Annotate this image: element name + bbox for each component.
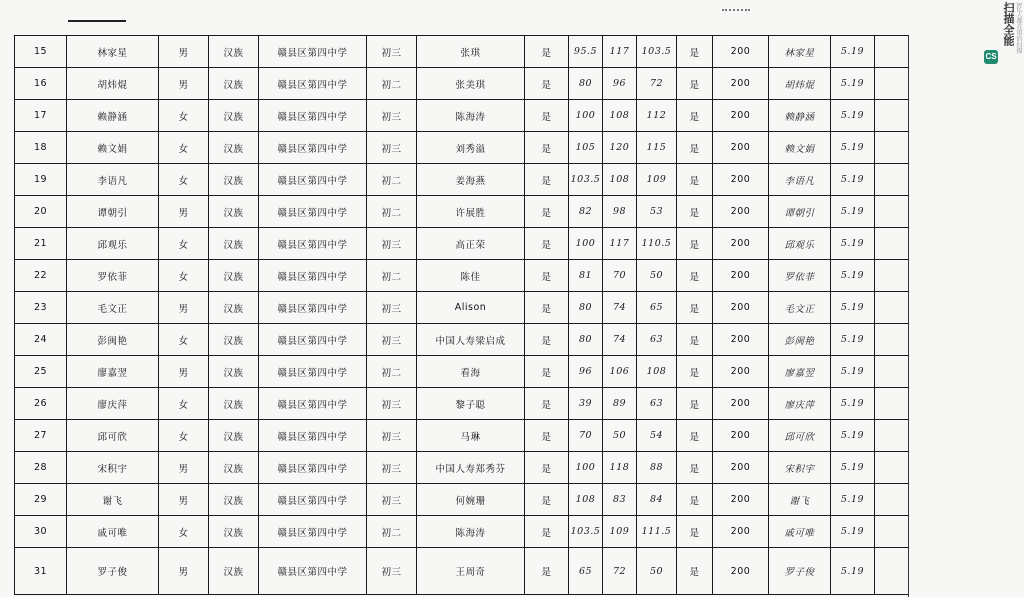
confirm-flag: 是 bbox=[525, 452, 569, 484]
ethnicity: 汉族 bbox=[209, 484, 259, 516]
row-number: 17 bbox=[15, 100, 67, 132]
confirm-flag: 是 bbox=[525, 68, 569, 100]
blank-cell bbox=[875, 100, 910, 132]
student-name: 罗依菲 bbox=[67, 260, 159, 292]
gender: 男 bbox=[159, 452, 209, 484]
school-name: 赣县区第四中学 bbox=[259, 132, 367, 164]
grade: 初二 bbox=[367, 68, 417, 100]
table-row bbox=[15, 420, 910, 452]
student-name: 廖嘉翌 bbox=[67, 356, 159, 388]
score-1: 70 bbox=[569, 420, 603, 452]
scan-dots bbox=[722, 9, 750, 13]
amount: 200 bbox=[713, 484, 769, 516]
score-1: 80 bbox=[569, 68, 603, 100]
school-name: 赣县区第四中学 bbox=[259, 228, 367, 260]
score-3: 112 bbox=[637, 100, 677, 132]
grade: 初三 bbox=[367, 484, 417, 516]
teacher-name: Alison bbox=[417, 292, 525, 324]
grade: 初三 bbox=[367, 228, 417, 260]
ethnicity: 汉族 bbox=[209, 68, 259, 100]
teacher-name: 许展胜 bbox=[417, 196, 525, 228]
confirm-flag-2: 是 bbox=[677, 420, 713, 452]
score-2: 109 bbox=[603, 516, 637, 548]
grade: 初三 bbox=[367, 100, 417, 132]
score-3: 115 bbox=[637, 132, 677, 164]
signature: 谭朝引 bbox=[769, 196, 831, 228]
blank-cell bbox=[875, 324, 910, 356]
grade: 初三 bbox=[367, 388, 417, 420]
signature: 邱观乐 bbox=[769, 228, 831, 260]
ethnicity: 汉族 bbox=[209, 292, 259, 324]
confirm-flag: 是 bbox=[525, 516, 569, 548]
score-1: 80 bbox=[569, 324, 603, 356]
score-2: 108 bbox=[603, 100, 637, 132]
ethnicity: 汉族 bbox=[209, 516, 259, 548]
gender: 男 bbox=[159, 484, 209, 516]
sign-date: 5.19 bbox=[831, 196, 875, 228]
gender: 女 bbox=[159, 260, 209, 292]
blank-cell bbox=[875, 356, 910, 388]
school-name: 赣县区第四中学 bbox=[259, 516, 367, 548]
table-row bbox=[15, 548, 910, 595]
gender: 男 bbox=[159, 356, 209, 388]
ethnicity: 汉族 bbox=[209, 196, 259, 228]
ethnicity: 汉族 bbox=[209, 356, 259, 388]
amount: 200 bbox=[713, 100, 769, 132]
teacher-name: 刘秀溢 bbox=[417, 132, 525, 164]
teacher-name: 何婉珊 bbox=[417, 484, 525, 516]
grade: 初三 bbox=[367, 292, 417, 324]
ethnicity: 汉族 bbox=[209, 324, 259, 356]
table-row bbox=[15, 516, 910, 548]
confirm-flag-2: 是 bbox=[677, 516, 713, 548]
score-1: 108 bbox=[569, 484, 603, 516]
cs-logo-icon: CS bbox=[984, 50, 998, 64]
amount: 200 bbox=[713, 132, 769, 164]
score-2: 117 bbox=[603, 228, 637, 260]
confirm-flag-2: 是 bbox=[677, 548, 713, 595]
table-row bbox=[15, 132, 910, 164]
sign-date: 5.19 bbox=[831, 292, 875, 324]
ethnicity: 汉族 bbox=[209, 420, 259, 452]
signature: 彭闽艳 bbox=[769, 324, 831, 356]
ethnicity: 汉族 bbox=[209, 132, 259, 164]
score-2: 106 bbox=[603, 356, 637, 388]
row-number: 16 bbox=[15, 68, 67, 100]
teacher-name: 高正荣 bbox=[417, 228, 525, 260]
score-2: 50 bbox=[603, 420, 637, 452]
score-3: 103.5 bbox=[637, 36, 677, 68]
row-number: 22 bbox=[15, 260, 67, 292]
student-name: 邱可欣 bbox=[67, 420, 159, 452]
school-name: 赣县区第四中学 bbox=[259, 292, 367, 324]
row-number: 23 bbox=[15, 292, 67, 324]
score-3: 108 bbox=[637, 356, 677, 388]
score-1: 100 bbox=[569, 228, 603, 260]
signature: 赖文娟 bbox=[769, 132, 831, 164]
confirm-flag-2: 是 bbox=[677, 196, 713, 228]
signature: 廖嘉翌 bbox=[769, 356, 831, 388]
confirm-flag: 是 bbox=[525, 324, 569, 356]
ethnicity: 汉族 bbox=[209, 36, 259, 68]
confirm-flag: 是 bbox=[525, 548, 569, 595]
signature: 廖庆萍 bbox=[769, 388, 831, 420]
school-name: 赣县区第四中学 bbox=[259, 164, 367, 196]
signature: 罗子俊 bbox=[769, 548, 831, 595]
teacher-name: 张美琪 bbox=[417, 68, 525, 100]
row-number: 24 bbox=[15, 324, 67, 356]
grade: 初三 bbox=[367, 452, 417, 484]
ethnicity: 汉族 bbox=[209, 164, 259, 196]
confirm-flag-2: 是 bbox=[677, 356, 713, 388]
school-name: 赣县区第四中学 bbox=[259, 324, 367, 356]
confirm-flag-2: 是 bbox=[677, 132, 713, 164]
amount: 200 bbox=[713, 356, 769, 388]
amount: 200 bbox=[713, 324, 769, 356]
confirm-flag-2: 是 bbox=[677, 260, 713, 292]
school-name: 赣县区第四中学 bbox=[259, 36, 367, 68]
sign-date: 5.19 bbox=[831, 164, 875, 196]
teacher-name: 陈佳 bbox=[417, 260, 525, 292]
sign-date: 5.19 bbox=[831, 100, 875, 132]
score-1: 103.5 bbox=[569, 164, 603, 196]
confirm-flag: 是 bbox=[525, 36, 569, 68]
score-1: 96 bbox=[569, 356, 603, 388]
row-number: 27 bbox=[15, 420, 67, 452]
row-number: 31 bbox=[15, 548, 67, 595]
score-2: 98 bbox=[603, 196, 637, 228]
top-rule bbox=[68, 20, 126, 22]
table-row bbox=[15, 68, 910, 100]
student-name: 罗子俊 bbox=[67, 548, 159, 595]
blank-cell bbox=[875, 164, 910, 196]
gender: 女 bbox=[159, 100, 209, 132]
row-number: 30 bbox=[15, 516, 67, 548]
score-1: 103.5 bbox=[569, 516, 603, 548]
row-number: 25 bbox=[15, 356, 67, 388]
score-2: 89 bbox=[603, 388, 637, 420]
school-name: 赣县区第四中学 bbox=[259, 68, 367, 100]
row-number: 28 bbox=[15, 452, 67, 484]
score-1: 65 bbox=[569, 548, 603, 595]
ethnicity: 汉族 bbox=[209, 388, 259, 420]
school-name: 赣县区第四中学 bbox=[259, 260, 367, 292]
sign-date: 5.19 bbox=[831, 484, 875, 516]
student-name: 谭朝引 bbox=[67, 196, 159, 228]
amount: 200 bbox=[713, 36, 769, 68]
student-name: 彭闽艳 bbox=[67, 324, 159, 356]
signature: 胡炜焜 bbox=[769, 68, 831, 100]
gender: 女 bbox=[159, 324, 209, 356]
score-3: 72 bbox=[637, 68, 677, 100]
school-name: 赣县区第四中学 bbox=[259, 196, 367, 228]
ethnicity: 汉族 bbox=[209, 260, 259, 292]
score-1: 100 bbox=[569, 452, 603, 484]
grade: 初三 bbox=[367, 420, 417, 452]
sign-date: 5.19 bbox=[831, 260, 875, 292]
score-3: 111.5 bbox=[637, 516, 677, 548]
brand-text: 扫描全能 bbox=[1002, 2, 1015, 46]
confirm-flag-2: 是 bbox=[677, 36, 713, 68]
student-name: 戚可唯 bbox=[67, 516, 159, 548]
score-2: 83 bbox=[603, 484, 637, 516]
teacher-name: 陈海涛 bbox=[417, 516, 525, 548]
grade: 初三 bbox=[367, 548, 417, 595]
grade: 初三 bbox=[367, 324, 417, 356]
sign-date: 5.19 bbox=[831, 420, 875, 452]
blank-cell bbox=[875, 36, 910, 68]
ethnicity: 汉族 bbox=[209, 452, 259, 484]
blank-cell bbox=[875, 388, 910, 420]
blank-cell bbox=[875, 548, 910, 595]
score-3: 84 bbox=[637, 484, 677, 516]
scanner-watermark bbox=[980, 0, 1024, 70]
school-name: 赣县区第四中学 bbox=[259, 420, 367, 452]
sign-date: 5.19 bbox=[831, 132, 875, 164]
grade: 初三 bbox=[367, 132, 417, 164]
score-2: 72 bbox=[603, 548, 637, 595]
gender: 男 bbox=[159, 292, 209, 324]
table-row bbox=[15, 260, 910, 292]
roster-sheet bbox=[14, 35, 909, 597]
blank-cell bbox=[875, 420, 910, 452]
table-row bbox=[15, 100, 910, 132]
gender: 女 bbox=[159, 164, 209, 196]
score-3: 50 bbox=[637, 260, 677, 292]
signature: 毛文正 bbox=[769, 292, 831, 324]
ethnicity: 汉族 bbox=[209, 228, 259, 260]
score-3: 53 bbox=[637, 196, 677, 228]
teacher-name: 王周奇 bbox=[417, 548, 525, 595]
grade: 初二 bbox=[367, 196, 417, 228]
confirm-flag: 是 bbox=[525, 420, 569, 452]
student-name: 林家星 bbox=[67, 36, 159, 68]
student-name: 胡炜焜 bbox=[67, 68, 159, 100]
score-1: 95.5 bbox=[569, 36, 603, 68]
sign-date: 5.19 bbox=[831, 548, 875, 595]
amount: 200 bbox=[713, 292, 769, 324]
confirm-flag-2: 是 bbox=[677, 68, 713, 100]
table-row bbox=[15, 196, 910, 228]
confirm-flag: 是 bbox=[525, 196, 569, 228]
table-row bbox=[15, 356, 910, 388]
confirm-flag: 是 bbox=[525, 388, 569, 420]
confirm-flag-2: 是 bbox=[677, 228, 713, 260]
amount: 200 bbox=[713, 548, 769, 595]
sign-date: 5.19 bbox=[831, 228, 875, 260]
school-name: 赣县区第四中学 bbox=[259, 388, 367, 420]
amount: 200 bbox=[713, 516, 769, 548]
amount: 200 bbox=[713, 68, 769, 100]
grade: 初三 bbox=[367, 36, 417, 68]
right-border bbox=[908, 35, 909, 597]
row-number: 20 bbox=[15, 196, 67, 228]
score-1: 105 bbox=[569, 132, 603, 164]
school-name: 赣县区第四中学 bbox=[259, 548, 367, 595]
score-2: 74 bbox=[603, 324, 637, 356]
blank-cell bbox=[875, 196, 910, 228]
confirm-flag: 是 bbox=[525, 356, 569, 388]
table-row bbox=[15, 228, 910, 260]
row-number: 15 bbox=[15, 36, 67, 68]
score-3: 110.5 bbox=[637, 228, 677, 260]
score-3: 63 bbox=[637, 388, 677, 420]
score-3: 88 bbox=[637, 452, 677, 484]
gender: 女 bbox=[159, 228, 209, 260]
gender: 女 bbox=[159, 388, 209, 420]
confirm-flag-2: 是 bbox=[677, 164, 713, 196]
gender: 女 bbox=[159, 516, 209, 548]
confirm-flag: 是 bbox=[525, 228, 569, 260]
score-1: 39 bbox=[569, 388, 603, 420]
grade: 初二 bbox=[367, 164, 417, 196]
score-3: 65 bbox=[637, 292, 677, 324]
amount: 200 bbox=[713, 228, 769, 260]
table-body bbox=[15, 36, 910, 595]
teacher-name: 中国人寿郑秀芬 bbox=[417, 452, 525, 484]
brand-subtext: 3亿人都在用的扫描 bbox=[1015, 2, 1022, 54]
teacher-name: 黎子聪 bbox=[417, 388, 525, 420]
student-name: 谢飞 bbox=[67, 484, 159, 516]
gender: 男 bbox=[159, 196, 209, 228]
confirm-flag-2: 是 bbox=[677, 452, 713, 484]
amount: 200 bbox=[713, 260, 769, 292]
ethnicity: 汉族 bbox=[209, 100, 259, 132]
confirm-flag-2: 是 bbox=[677, 100, 713, 132]
table-row bbox=[15, 292, 910, 324]
grade: 初二 bbox=[367, 260, 417, 292]
row-number: 26 bbox=[15, 388, 67, 420]
confirm-flag-2: 是 bbox=[677, 324, 713, 356]
blank-cell bbox=[875, 228, 910, 260]
sign-date: 5.19 bbox=[831, 516, 875, 548]
gender: 女 bbox=[159, 420, 209, 452]
school-name: 赣县区第四中学 bbox=[259, 100, 367, 132]
student-name: 廖庆萍 bbox=[67, 388, 159, 420]
ethnicity: 汉族 bbox=[209, 548, 259, 595]
table-row bbox=[15, 164, 910, 196]
signature: 罗依菲 bbox=[769, 260, 831, 292]
gender: 男 bbox=[159, 36, 209, 68]
teacher-name: 中国人寿梁启成 bbox=[417, 324, 525, 356]
teacher-name: 张琪 bbox=[417, 36, 525, 68]
blank-cell bbox=[875, 68, 910, 100]
score-1: 80 bbox=[569, 292, 603, 324]
teacher-name: 马琳 bbox=[417, 420, 525, 452]
amount: 200 bbox=[713, 420, 769, 452]
signature: 谢飞 bbox=[769, 484, 831, 516]
score-1: 100 bbox=[569, 100, 603, 132]
blank-cell bbox=[875, 260, 910, 292]
blank-cell bbox=[875, 516, 910, 548]
blank-cell bbox=[875, 452, 910, 484]
score-1: 81 bbox=[569, 260, 603, 292]
blank-cell bbox=[875, 292, 910, 324]
score-3: 54 bbox=[637, 420, 677, 452]
signature: 林家星 bbox=[769, 36, 831, 68]
sign-date: 5.19 bbox=[831, 324, 875, 356]
grade: 初二 bbox=[367, 516, 417, 548]
confirm-flag: 是 bbox=[525, 484, 569, 516]
school-name: 赣县区第四中学 bbox=[259, 452, 367, 484]
grade: 初二 bbox=[367, 356, 417, 388]
signature: 李语凡 bbox=[769, 164, 831, 196]
gender: 男 bbox=[159, 548, 209, 595]
score-2: 108 bbox=[603, 164, 637, 196]
score-2: 70 bbox=[603, 260, 637, 292]
signature: 邱可欣 bbox=[769, 420, 831, 452]
gender: 女 bbox=[159, 132, 209, 164]
score-2: 74 bbox=[603, 292, 637, 324]
score-2: 118 bbox=[603, 452, 637, 484]
row-number: 19 bbox=[15, 164, 67, 196]
teacher-name: 陈海涛 bbox=[417, 100, 525, 132]
confirm-flag: 是 bbox=[525, 132, 569, 164]
sign-date: 5.19 bbox=[831, 36, 875, 68]
amount: 200 bbox=[713, 164, 769, 196]
gender: 男 bbox=[159, 68, 209, 100]
sign-date: 5.19 bbox=[831, 452, 875, 484]
amount: 200 bbox=[713, 388, 769, 420]
confirm-flag: 是 bbox=[525, 100, 569, 132]
table-row bbox=[15, 484, 910, 516]
student-name: 李语凡 bbox=[67, 164, 159, 196]
score-3: 63 bbox=[637, 324, 677, 356]
student-table bbox=[14, 35, 909, 595]
confirm-flag: 是 bbox=[525, 260, 569, 292]
score-2: 120 bbox=[603, 132, 637, 164]
row-number: 18 bbox=[15, 132, 67, 164]
confirm-flag-2: 是 bbox=[677, 292, 713, 324]
table-row bbox=[15, 452, 910, 484]
confirm-flag: 是 bbox=[525, 292, 569, 324]
signature: 宋积宇 bbox=[769, 452, 831, 484]
score-3: 50 bbox=[637, 548, 677, 595]
student-name: 赖文娟 bbox=[67, 132, 159, 164]
score-2: 117 bbox=[603, 36, 637, 68]
sign-date: 5.19 bbox=[831, 68, 875, 100]
score-3: 109 bbox=[637, 164, 677, 196]
confirm-flag: 是 bbox=[525, 164, 569, 196]
signature: 赖静涵 bbox=[769, 100, 831, 132]
signature: 戚可唯 bbox=[769, 516, 831, 548]
row-number: 29 bbox=[15, 484, 67, 516]
score-2: 96 bbox=[603, 68, 637, 100]
table-row bbox=[15, 388, 910, 420]
sign-date: 5.19 bbox=[831, 388, 875, 420]
row-number: 21 bbox=[15, 228, 67, 260]
school-name: 赣县区第四中学 bbox=[259, 356, 367, 388]
teacher-name: 姜海燕 bbox=[417, 164, 525, 196]
confirm-flag-2: 是 bbox=[677, 388, 713, 420]
table-row bbox=[15, 36, 910, 68]
amount: 200 bbox=[713, 196, 769, 228]
student-name: 毛文正 bbox=[67, 292, 159, 324]
blank-cell bbox=[875, 484, 910, 516]
confirm-flag-2: 是 bbox=[677, 484, 713, 516]
student-name: 邱观乐 bbox=[67, 228, 159, 260]
teacher-name: 看海 bbox=[417, 356, 525, 388]
amount: 200 bbox=[713, 452, 769, 484]
student-name: 宋积宇 bbox=[67, 452, 159, 484]
blank-cell bbox=[875, 132, 910, 164]
table-row bbox=[15, 324, 910, 356]
sign-date: 5.19 bbox=[831, 356, 875, 388]
student-name: 赖静涵 bbox=[67, 100, 159, 132]
school-name: 赣县区第四中学 bbox=[259, 484, 367, 516]
score-1: 82 bbox=[569, 196, 603, 228]
